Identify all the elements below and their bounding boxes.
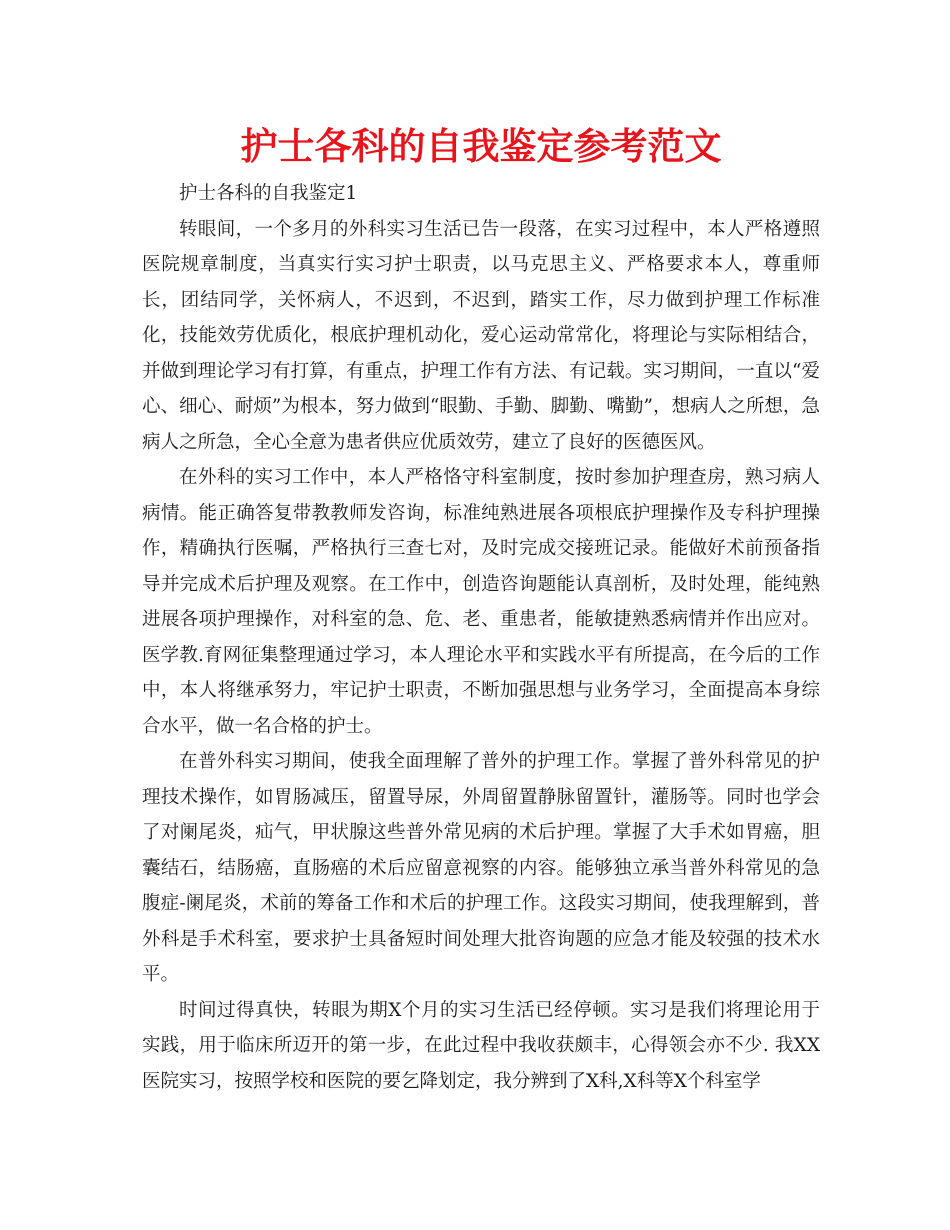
- body-paragraph: 时间过得真快，转眼为期X个月的实习生活已经停顿。实习是我们将理论用于实践，用于临床所迈开的第一步，在此过程中我收获颇丰，心得领会亦不少. 我XX医院实习，按照学校和医院的要乞降划定，我分辨到了X科,X科等X个科室学: [142, 999, 820, 1092]
- body-paragraph: 转眼间，一个多月的外科实习生活已告一段落，在实习过程中，本人严格遵照医院规章制度，当真实行实习护士职责，以马克思主义、严格要求本人，尊重师长，团结同学，关怀病人，不迟到，不迟到，踏实工作，尽力做到护理工作标准化，技能效劳优质化，根底护理机动化，爱心运动常常化，将理论与实际相结合，并做到理论学习有打算，有重点，护理工作有方法、有记载。实习期间，一直以“爱心、细心、耐烦”为根本，努力做到“眼勤、手勤、脚勤、嘴勤”，想病人之所想，急病人之所急，全心全意为患者供应优质效劳，建立了良好的医德医风。: [142, 218, 820, 453]
- body-paragraph: 在普外科实习期间，使我全面理解了普外的护理工作。掌握了普外科常见的护理技术操作，如胃肠减压，留置导尿，外周留置静脉留置针，灌肠等。同时也学会了对阑尾炎，疝气，甲状腺这些普外常见病的术后护理。掌握了大手术如胃癌，胆囊结石，结肠癌，直肠癌的术后应留意视察的内容。能够独立承当普外科常见的急腹症-阑尾炎，术前的筹备工作和术后的护理工作。这段实习期间，使我理解到，普外科是手术科室，要求护士具备短时间处理大批咨询题的应急才能及较强的技术水平。: [142, 751, 820, 985]
- body-paragraph: 在外科的实习工作中，本人严格恪守科室制度，按时参加护理查房，熟习病人病情。能正确答复带教教师发咨询，标准纯熟进展各项根底护理操作及专科护理操作，精确执行医嘱，严格执行三查七对，及时完成交接班记录。能做好术前预备指导并完成术后护理及观察。在工作中，创造咨询题能认真剖析，及时处理，能纯熟进展各项护理操作，对科室的急、危、老、重患者，能敏捷熟悉病情并作出应对。医学教.育网征集整理通过学习，本人理论水平和实践水平有所提高，在今后的工作中，本人将继承努力，牢记护士职责，不断加强思想与业务学习，全面提高本身综合水平，做一名合格的护士。: [142, 467, 820, 737]
- section-heading: 护士各科的自我鉴定1: [179, 183, 358, 204]
- document-title: 护士各科的自我鉴定参考范文: [240, 125, 722, 168]
